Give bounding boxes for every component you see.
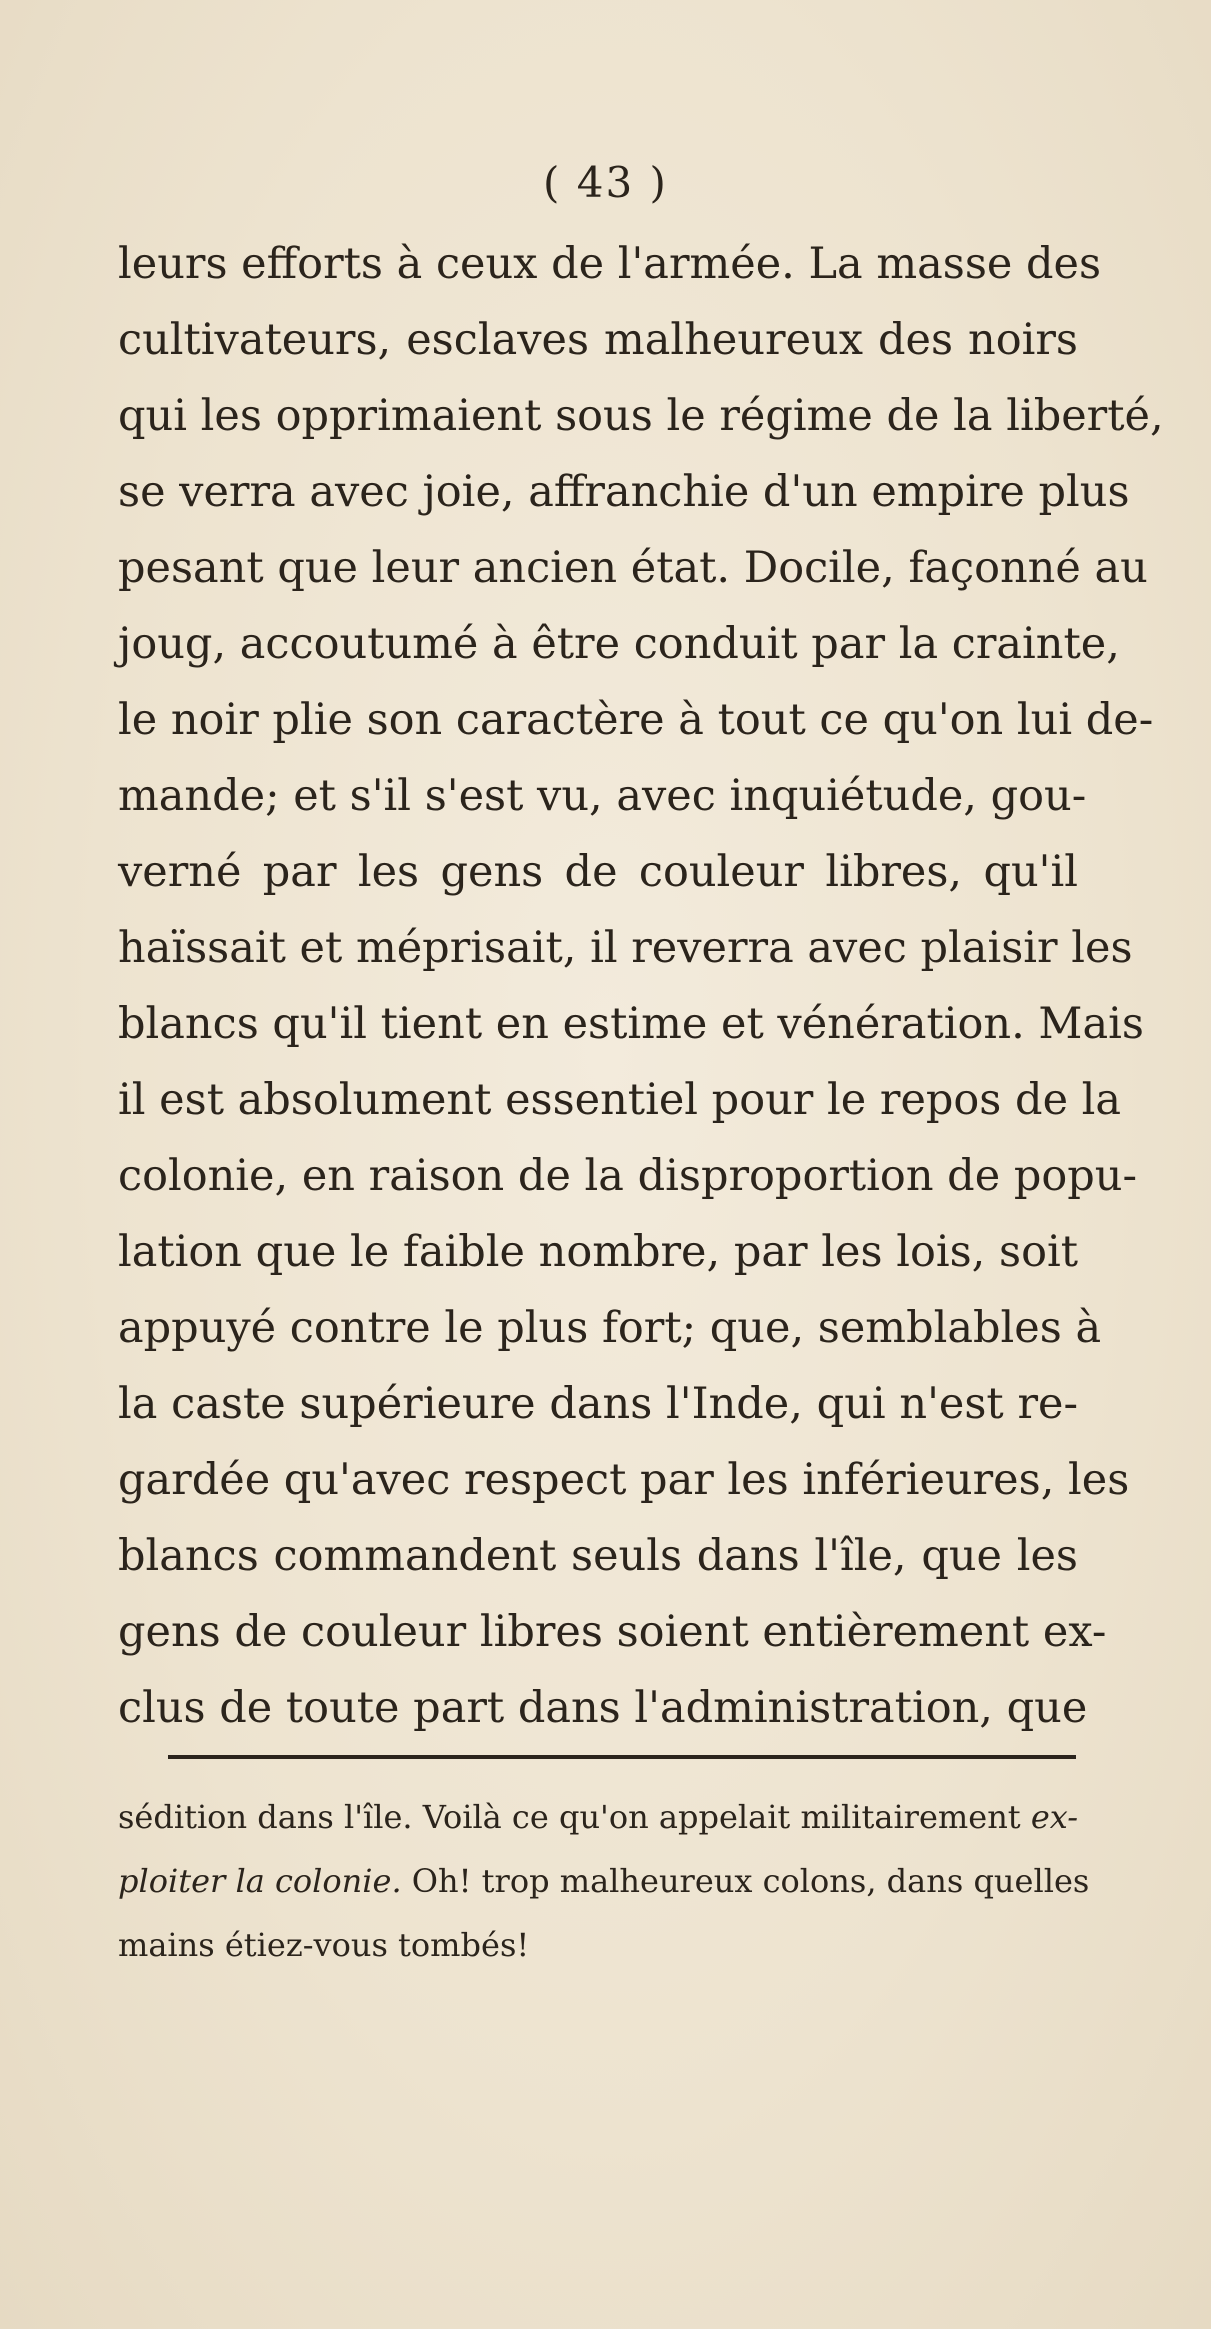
footnote-line — [118, 1913, 1078, 1977]
footnote-text: sédition dans l'île. Voilà ce qu'on appelait militairement — [118, 1798, 1031, 1836]
text-line: cultivateurs, esclaves malheureux des noirs — [118, 315, 1078, 365]
text-line: gens de couleur libres soient entièrement ex- — [118, 1607, 1107, 1657]
text-line: qui les opprimaient sous le régime de la liberté, — [118, 391, 1164, 441]
text-line: blancs qu'il tient en estime et vénération. Mais — [118, 999, 1144, 1049]
text-line: colonie, en raison de la disproportion de popu- — [118, 1151, 1137, 1201]
text-line: lation que le faible nombre, par les lois, soit — [118, 1227, 1078, 1277]
text-line: verné par les gens de couleur libres, qu'il — [118, 847, 1078, 897]
text-line: clus de toute part dans l'administration, que — [118, 1683, 1088, 1733]
footnote-line — [118, 1849, 1090, 1913]
footnote-italic: ex- — [1030, 1798, 1079, 1836]
text-line: gardée qu'avec respect par les inférieures, les — [118, 1455, 1130, 1505]
text-line: mande; et s'il s'est vu, avec inquiétude, gou- — [118, 771, 1087, 821]
text-line: se verra avec joie, affranchie d'un empire plus — [118, 467, 1130, 517]
text-line: haïssait et méprisait, il reverra avec plaisir les — [118, 923, 1133, 973]
text-line: il est absolument essentiel pour le repos de la — [118, 1075, 1122, 1125]
footnote-line — [118, 1785, 1078, 1849]
text-line: joug, accoutumé à être conduit par la crainte, — [118, 619, 1120, 669]
page-number: ( 43 ) — [543, 158, 668, 207]
text-line: leurs efforts à ceux de l'armée. La masse des — [118, 239, 1102, 289]
footnote — [118, 1785, 1090, 1977]
text-line: pesant que leur ancien état. Docile, façonné au — [118, 543, 1148, 593]
footnote-italic: ploiter la colonie. — [118, 1862, 402, 1900]
text-line: appuyé contre le plus fort; que, semblables à — [118, 1303, 1102, 1353]
text-line: blancs commandent seuls dans l'île, que les — [118, 1531, 1078, 1581]
text-line: la caste supérieure dans l'Inde, qui n'est re- — [118, 1379, 1078, 1429]
footnote-text: mains étiez-vous tombés! — [118, 1926, 530, 1964]
body-text — [118, 226, 1164, 1746]
footnote-text: Oh! trop malheureux colons, dans quelles — [401, 1862, 1090, 1900]
footnote-rule — [168, 1755, 1076, 1759]
text-line: le noir plie son caractère à tout ce qu'on lui de- — [118, 695, 1154, 745]
